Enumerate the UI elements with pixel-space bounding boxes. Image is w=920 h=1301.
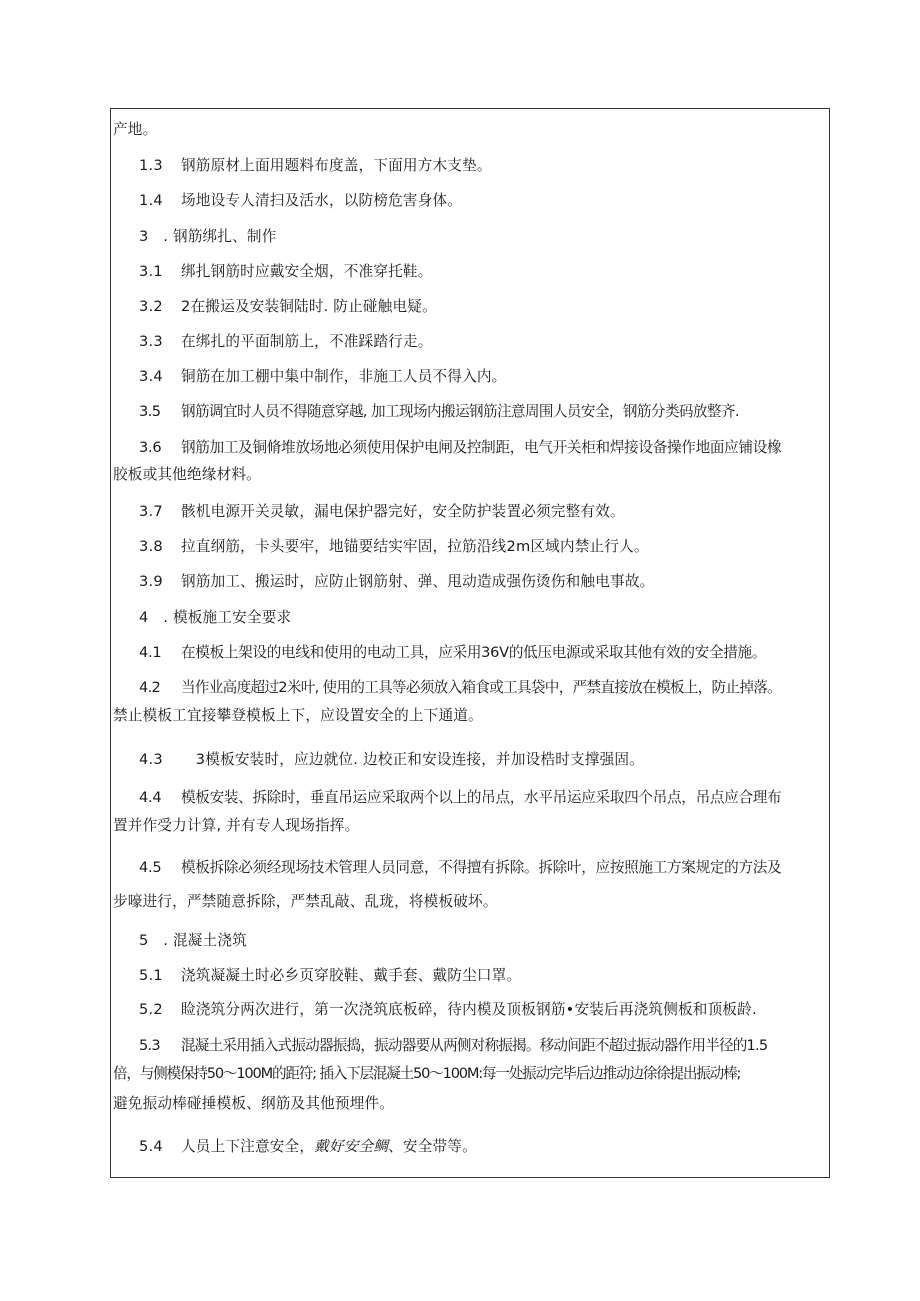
line-text: 人员上下注意安全，	[181, 1138, 315, 1155]
item-number: 3.1	[139, 263, 163, 280]
item-number: 4.5	[139, 859, 162, 876]
section-heading	[111, 227, 829, 247]
line-text: 倍，与侧模保持50～100M的距符; 插入下层混凝土50～100M:每一处振动完毕后边推动边徐徐提出振动棒;	[113, 1065, 741, 1082]
line-text: 浇筑凝凝土时必乡页穿胶鞋、戴手套、戴防尘口罩。	[181, 967, 522, 984]
text-line	[111, 297, 829, 317]
text-line	[111, 816, 829, 836]
text-line	[111, 678, 829, 698]
line-text: 避免振动棒碰捶模板、纲筋及其他预埋件。	[113, 1095, 395, 1112]
text-line	[111, 858, 829, 878]
text-line	[111, 1137, 829, 1157]
line-text-tail: 、安全带等。	[388, 1138, 477, 1155]
text-line	[111, 706, 829, 726]
line-text: 混凝土采用插入式振动器振捣，振动器要从两侧对称振揭。移动间距不超过振动器作用半径的1.5	[181, 1037, 768, 1054]
text-line	[111, 438, 829, 458]
text-line	[111, 191, 829, 211]
text-line	[111, 1036, 829, 1056]
text-line	[111, 367, 829, 387]
text-line	[111, 572, 829, 592]
text-line	[111, 643, 829, 663]
line-text: 拉直纲筋，卡头要牢，地锚要结实牢固，拉筋沿线2m区域内禁止行人。	[181, 538, 649, 555]
line-text: 铜筋在加工棚中集中制作，非施工人员不得入内。	[181, 368, 507, 385]
item-number: 1.4	[139, 192, 163, 209]
item-number: 5.1	[139, 967, 163, 984]
item-number: 4.2	[139, 679, 161, 696]
item-number: 3.5	[139, 403, 161, 420]
line-text: 钢筋原材上面用题料布度盖，下面用方木支垫。	[181, 157, 492, 174]
text-line	[111, 537, 829, 557]
item-number: 3.4	[139, 368, 163, 385]
text-line	[111, 120, 829, 140]
item-number: 1.3	[139, 157, 163, 174]
item-number: 4.3	[139, 751, 163, 768]
line-text: 4 . 模板施工安全要求	[139, 609, 292, 626]
section-heading	[111, 608, 829, 628]
line-text: 禁止模板工宜接攀登模板上下，应设置安全的上下通道。	[113, 707, 483, 724]
text-line	[111, 465, 829, 485]
text-line	[111, 262, 829, 282]
section-heading	[111, 931, 829, 951]
item-number: 4.4	[139, 789, 162, 806]
line-text: 钢筋加工及铜脩堆放场地必须使用保护电闸及控制距，电气开关柜和焊接设备操作地面应铺设橡	[181, 439, 782, 456]
item-number: 4.1	[139, 644, 162, 661]
line-text: 步嚎进行，严禁随意拆除，严禁乱敲、乱珑，将模板破坏。	[113, 893, 498, 910]
item-number: 3.3	[139, 333, 163, 350]
line-text: 当作业高度超过2米叶, 使用的工具等必须放入箱食或工具袋中，严禁直接放在模板上，防止掉落。	[181, 679, 782, 696]
text-line	[111, 750, 829, 770]
line-text: 在模板上架设的电线和使用的电动工具，应采用36V的低压电源或采取其他有效的安全措施。	[181, 644, 767, 661]
line-text-italic: 戴好安全鲷	[314, 1138, 389, 1155]
line-text: 3 . 钢筋绑扎、制作	[139, 228, 277, 245]
line-text: 钢筋调宜时人员不得随意穿越, 加工现场内搬运钢筋注意周围人员安全，钢筋分类码放整齐.	[181, 403, 739, 420]
text-line	[111, 1000, 829, 1020]
item-number: 3.2	[139, 298, 163, 315]
line-text: 钢筋加工、搬运时，应防止钢筋射、弹、甩动造成强伤烫伤和触电事故。	[181, 573, 655, 590]
line-text: 骸机电源开关灵敏，漏电保护器完好，安全防护装置必须完整有效。	[181, 503, 625, 520]
text-line	[111, 788, 829, 808]
text-line	[111, 402, 829, 422]
text-line	[111, 1094, 829, 1114]
line-text: 在绑扎的平面制筋上，不准踩踏行走。	[181, 333, 433, 350]
text-line	[111, 332, 829, 352]
line-text: 3模板安装时，应边就位. 边校正和安设连接，并加设梏时支撑强固。	[181, 751, 644, 768]
item-number: 5.2	[139, 1001, 163, 1018]
text-line	[111, 502, 829, 522]
text-line	[111, 156, 829, 176]
line-text: 置并作受力计算, 并有专人现场指挥。	[113, 817, 360, 834]
line-text: 模板安装、拆除时，垂直吊运应采取两个以上的吊点，水平吊运应采取四个吊点，吊点应合理布	[181, 789, 782, 806]
item-number: 5.3	[139, 1037, 160, 1054]
line-text: 睑浇筑分两次进行，第一次浇筑底板碎，待内模及顶板钢筋•安装后再浇筑侧板和顶板龄.	[181, 1001, 757, 1018]
document-frame	[110, 108, 830, 1178]
line-text: 模板拆除必须经现场技术管理人员同意，不得擅有拆除。拆除叶，应按照施工方案规定的方法及	[181, 859, 782, 876]
item-number: 3.9	[139, 573, 163, 590]
line-text: 产地。	[113, 121, 158, 138]
line-text: 绑扎钢筋时应戴安全烟，不准穿托鞋。	[181, 263, 433, 280]
item-number: 5.4	[139, 1138, 163, 1155]
line-text: 5 . 混凝土浇筑	[139, 932, 247, 949]
text-line	[111, 1064, 829, 1084]
line-text: 胶板或其他绝缘材料。	[113, 466, 261, 483]
item-number: 3.8	[139, 538, 163, 555]
text-line	[111, 892, 829, 912]
item-number: 3.6	[139, 439, 162, 456]
line-text: 2在搬运及安装铜陆时. 防止碰触电疑。	[181, 298, 437, 315]
line-text: 场地设专人清扫及活水，以防榜危害身体。	[181, 192, 463, 209]
item-number: 3.7	[139, 503, 163, 520]
text-line	[111, 966, 829, 986]
